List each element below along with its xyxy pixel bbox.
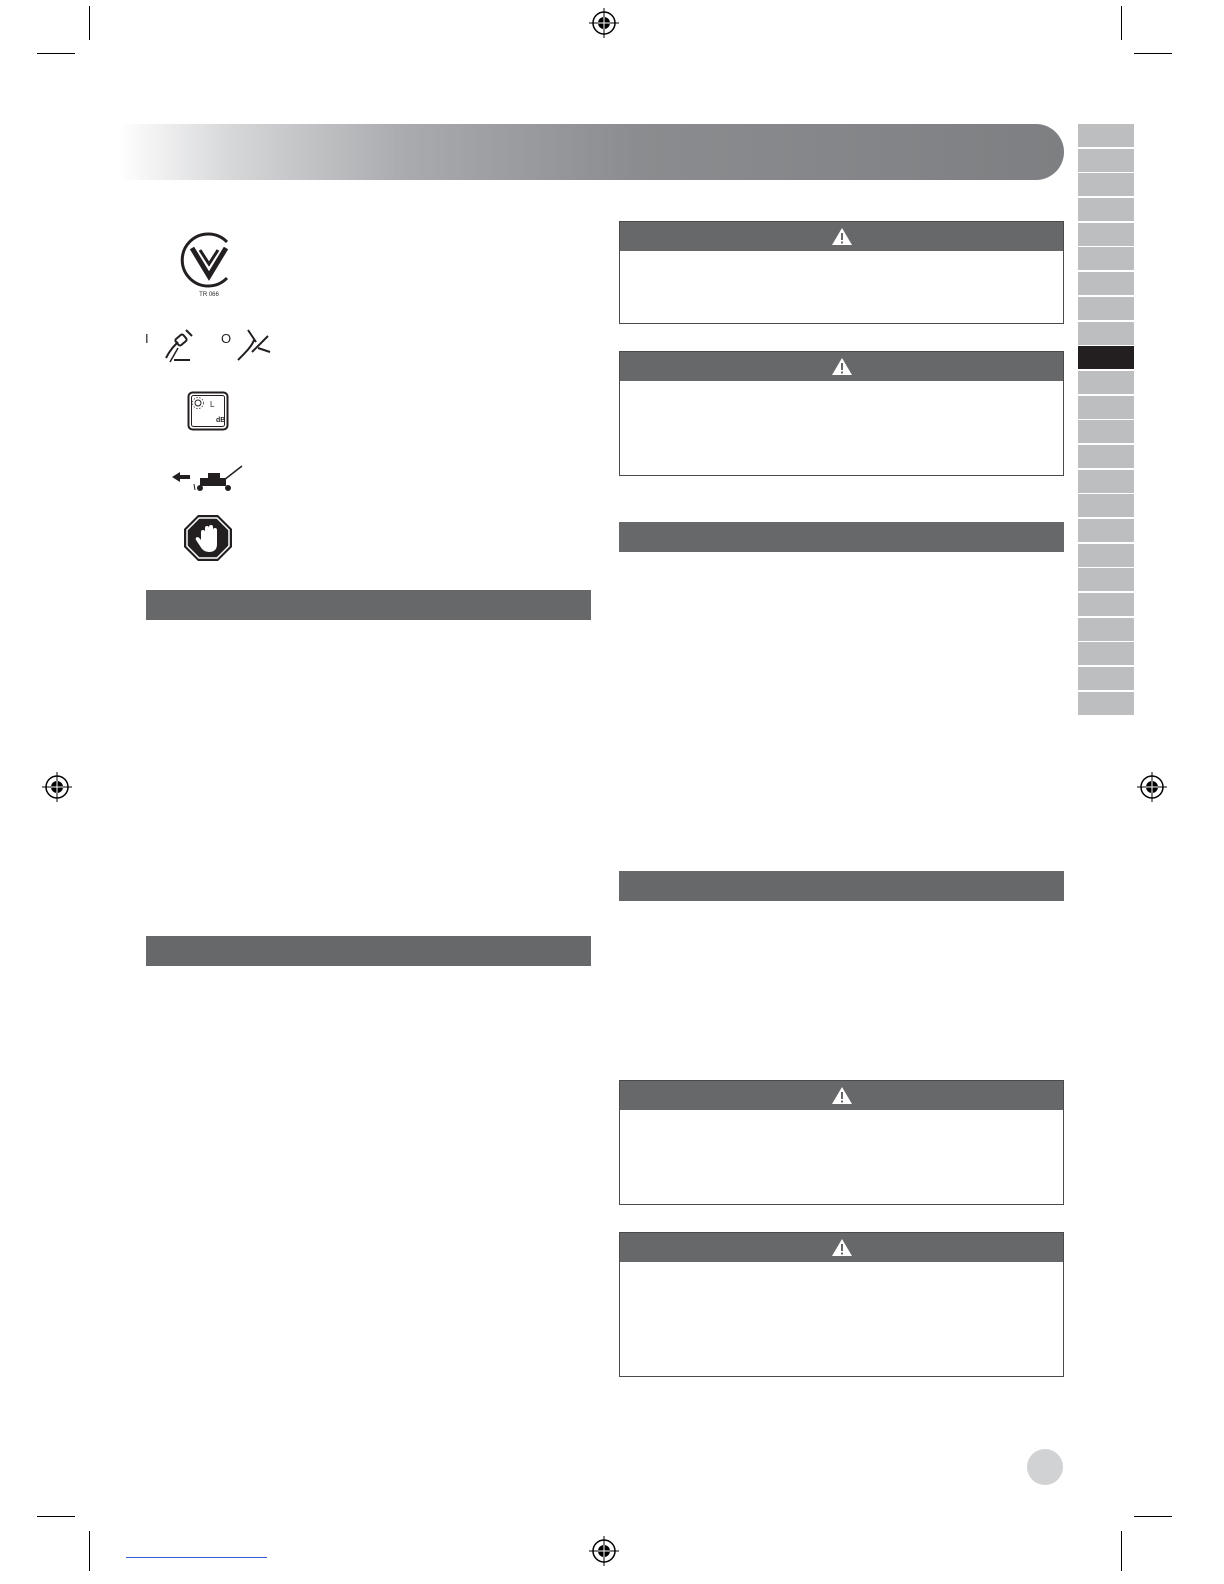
side-tab [1078,445,1134,468]
warning-triangle-icon [831,357,853,376]
side-tab [1078,272,1134,295]
side-tab [1078,642,1134,665]
registration-mark-icon [42,772,72,802]
crop-mark-bottom-right-v [1121,1531,1122,1571]
registration-mark-icon [1137,772,1167,802]
mower-direction-arrow-icon [168,464,246,494]
section-bar [619,522,1064,552]
warning-header [620,1233,1063,1262]
registration-mark-icon [589,1536,619,1566]
sound-level-unit: dB [216,417,226,424]
ukrsepro-conformity-mark-icon [178,228,240,300]
page-header-band [118,124,1064,180]
warning-header [620,1081,1063,1110]
warning-triangle-icon [831,1086,853,1105]
plug-off-label: O [221,331,232,346]
warning-header [620,222,1063,251]
section-bar [146,936,591,966]
section-bar [619,871,1064,901]
side-tab [1078,149,1134,172]
side-tab [1078,297,1134,320]
warning-box [619,221,1064,324]
side-tab-active [1078,346,1134,369]
side-tab [1078,667,1134,690]
side-tab [1078,593,1134,616]
warning-triangle-icon [831,1238,853,1257]
warning-triangle-icon [831,227,853,246]
crop-mark-bottom-left-v [89,1531,90,1571]
side-tab [1078,124,1134,147]
warning-box [619,1232,1064,1377]
plug-on-label: I [145,331,149,346]
crop-mark-top-left-v [89,6,90,40]
page-number-badge [1027,1449,1063,1485]
side-tab [1078,223,1134,246]
side-tab [1078,198,1134,221]
stop-hand-icon [183,514,233,562]
footer-link-underline [126,1557,267,1558]
conformity-mark-caption: TR 066 [199,292,219,298]
side-tab [1078,618,1134,641]
side-tab [1078,247,1134,270]
registration-mark-icon [589,8,619,38]
side-tab [1078,692,1134,715]
warning-box [619,1080,1064,1205]
side-tab [1078,420,1134,443]
side-tab-strip [1078,124,1134,717]
plug-connected-icon [160,326,200,366]
side-tab [1078,519,1134,542]
side-tab [1078,322,1134,345]
crop-mark-bottom-right-h [1134,1516,1172,1517]
sound-power-level-lwa-db-icon [187,391,229,431]
side-tab [1078,568,1134,591]
warning-header [620,352,1063,381]
sound-level-label: L [210,400,215,409]
plug-disconnected-icon [234,326,274,366]
crop-mark-top-left-h [37,53,75,54]
side-tab [1078,494,1134,517]
side-tab [1078,544,1134,567]
side-tab [1078,371,1134,394]
side-tab [1078,173,1134,196]
side-tab [1078,470,1134,493]
crop-mark-top-right-v [1121,6,1122,40]
side-tab [1078,396,1134,419]
crop-mark-bottom-left-h [37,1516,75,1517]
section-bar [146,590,591,620]
crop-mark-top-right-h [1134,53,1172,54]
warning-box [619,351,1064,476]
